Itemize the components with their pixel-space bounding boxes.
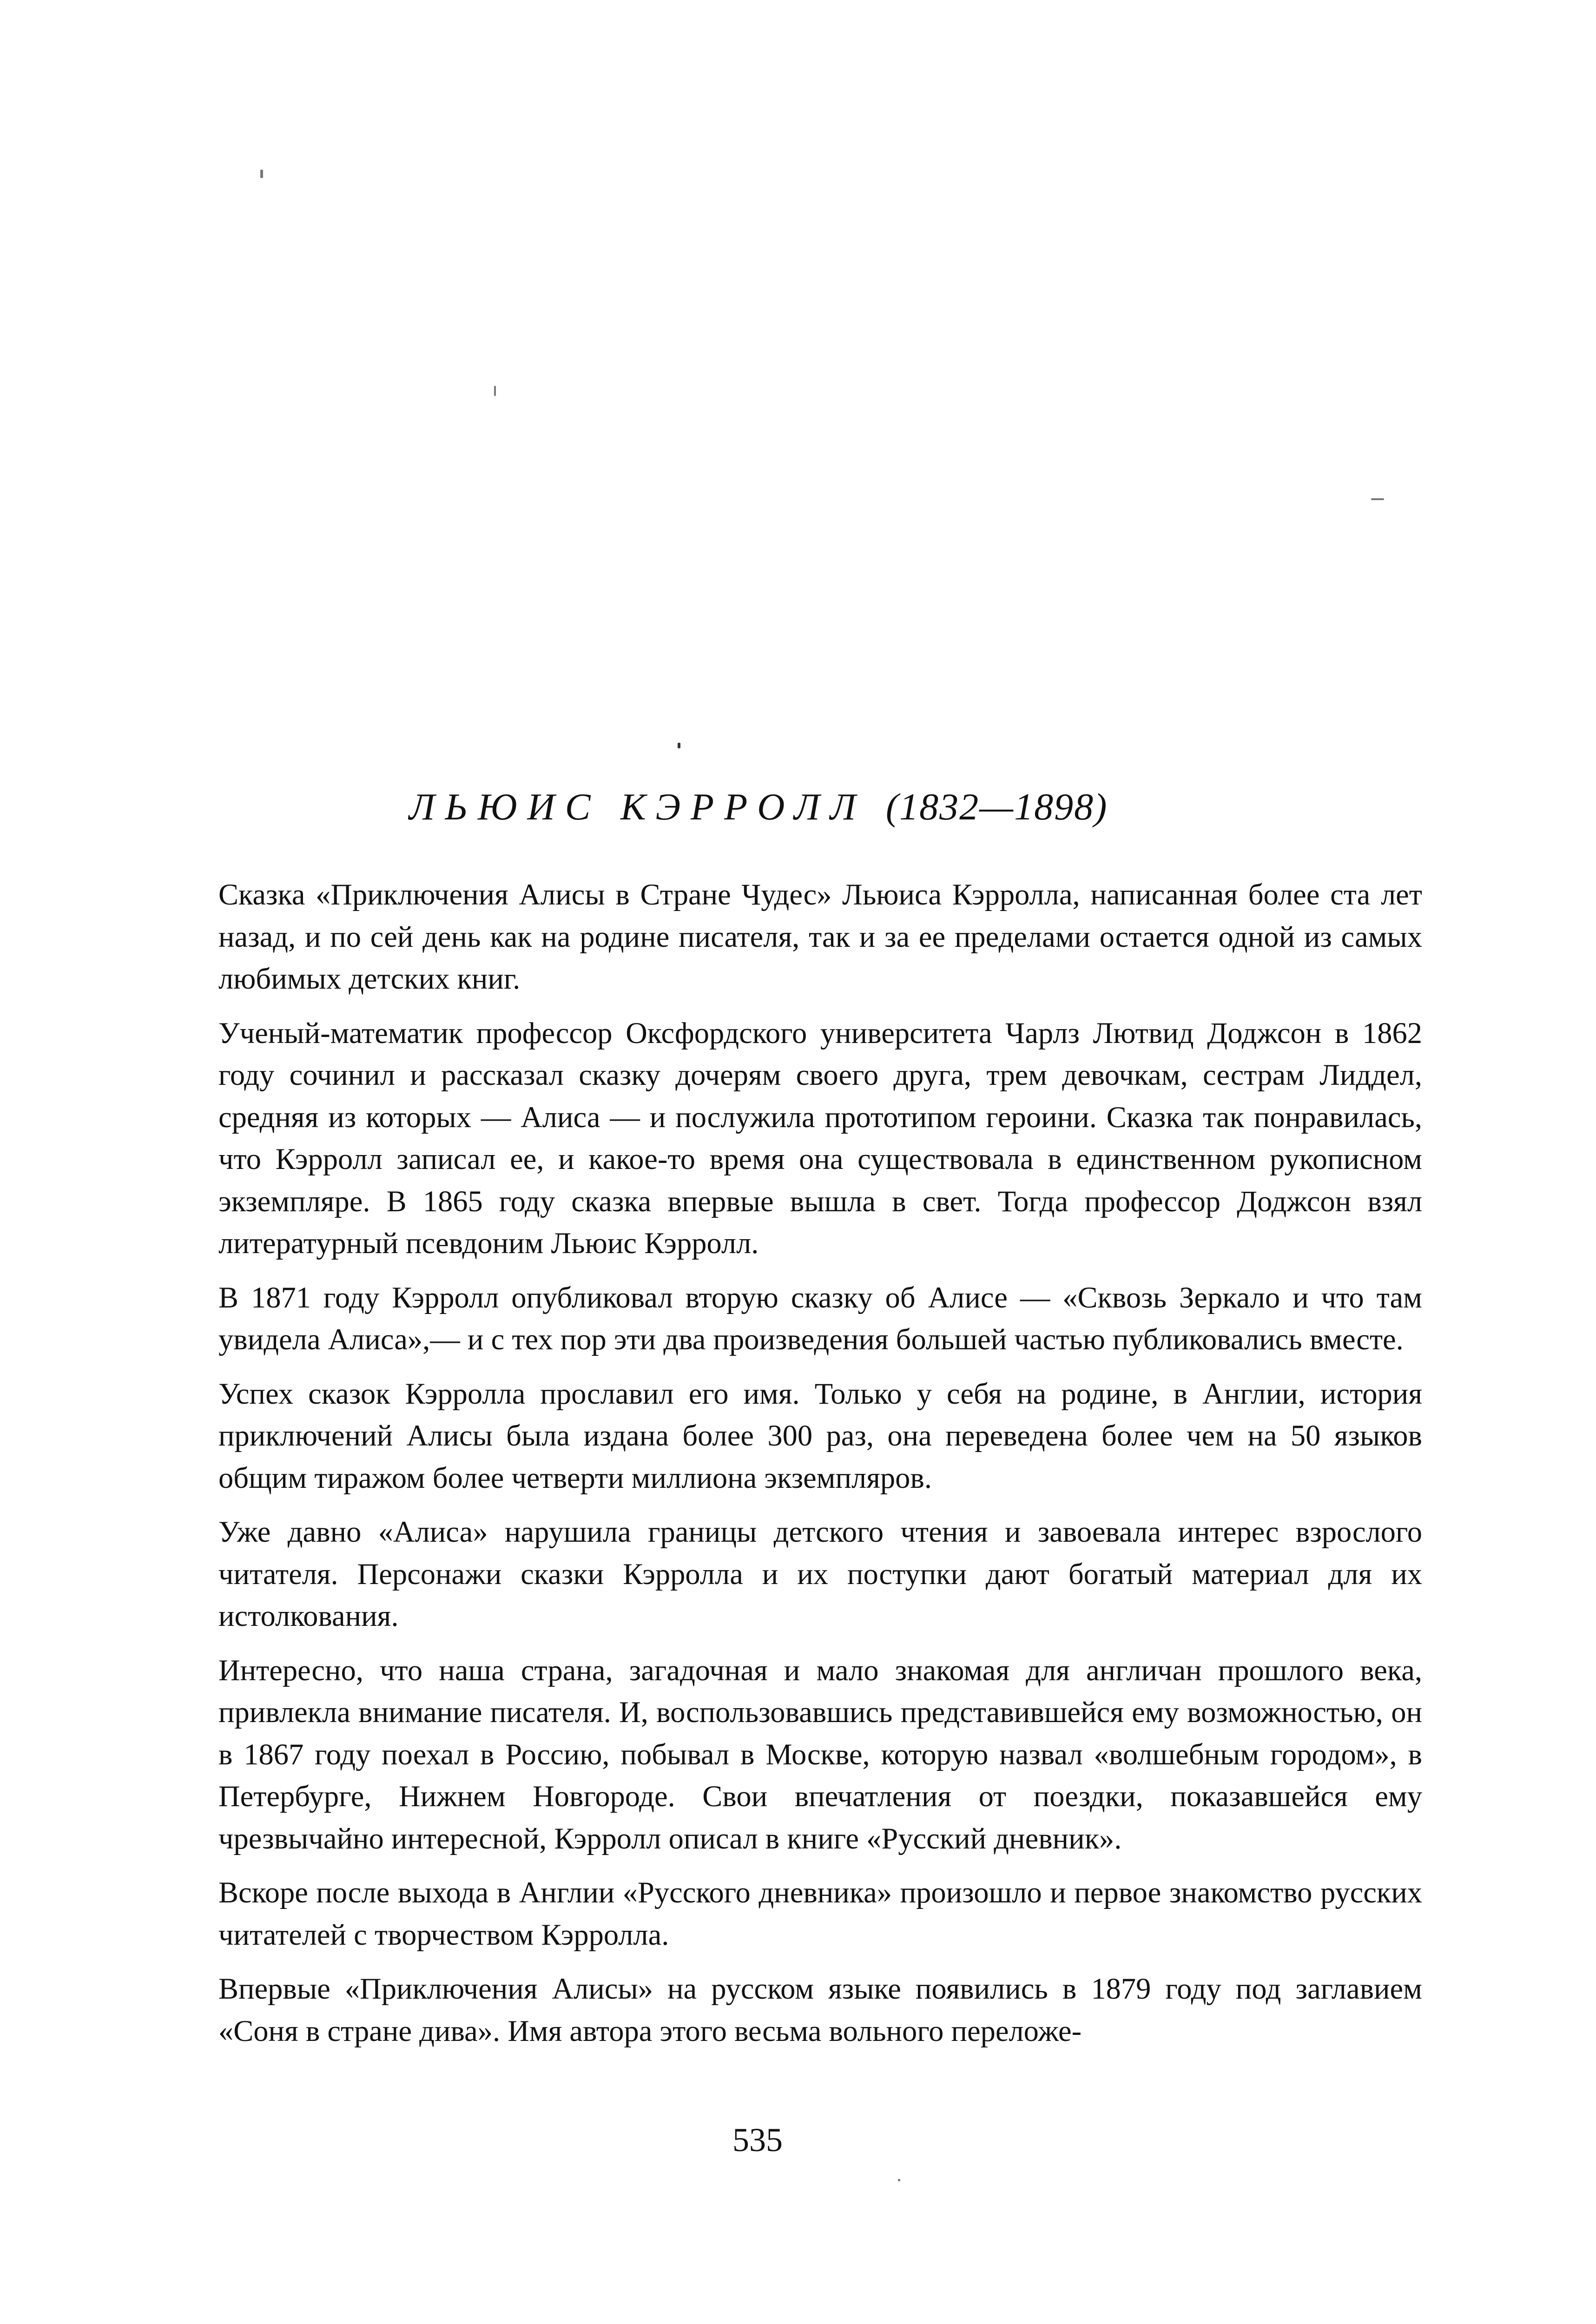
chapter-heading bbox=[409, 788, 1153, 826]
paragraph-4: Успех сказок Кэрролла прославил его имя. Только у себя на родине, в Англии, история приключений Алисы была издана более 300 раз, она переведена более чем на 50 языков общим тиражом более четверти миллиона экземпляров. bbox=[218, 1377, 1422, 1494]
paragraph-5: Уже давно «Алиса» нарушила границы детского чтения и завоевала интерес взрослого читателя. Персонажи сказки Кэрролла и их поступки дают богатый материал для их истолкования. bbox=[218, 1515, 1422, 1632]
scan-speck bbox=[260, 170, 263, 178]
page-number: 535 bbox=[732, 2121, 783, 2159]
paragraph-3: В 1871 году Кэрролл опубликовал вторую сказку об Алисе — «Сквозь Зеркало и что там увидела Алиса»,— и с тех пор эти два произведения большей частью публиковались вместе. bbox=[218, 1281, 1422, 1356]
paragraph-7: Вскоре после выхода в Англии «Русского дневника» произошло и первое знакомство русских читателей с творчеством Кэрролла. bbox=[218, 1876, 1422, 1951]
heading-years: (1832—1898) bbox=[885, 786, 1108, 828]
heading-author: ЛЬЮИС КЭРРОЛЛ bbox=[409, 786, 866, 828]
scan-speck bbox=[898, 2179, 900, 2181]
paragraph-6: Интересно, что наша страна, загадочная и мало знакомая для англичан прошлого века, привлекла внимание писателя. И, воспользовавшись представившейся ему возможностью, он в 1867 году поехал в Россию, побывал в Москве, которую назвал «волшебным городом», в Петербурге, Нижнем Новгороде. Свои впечатления от поездки, показавшейся ему чрезвычайно интересной, Кэрролл описал в книге «Русский дневник». bbox=[218, 1653, 1422, 1855]
body-text bbox=[218, 874, 1422, 2064]
scan-speck bbox=[1371, 498, 1384, 500]
paragraph-8: Впервые «Приключения Алисы» на русском языке появились в 1879 году под заглавием «Соня в стране дива». Имя автора этого весьма вольного переложе- bbox=[218, 1972, 1422, 2047]
paragraph-1: Сказка «Приключения Алисы в Стране Чудес» Льюиса Кэрролла, написанная более ста лет назад, и по сей день как на родине писателя, так и за ее пределами остается одной из самых любимых детских книг. bbox=[218, 878, 1422, 995]
scan-speck bbox=[678, 743, 680, 748]
scan-speck bbox=[494, 386, 496, 396]
paragraph-2: Ученый-математик профессор Оксфордского университета Чарлз Лютвид Доджсон в 1862 году сочинил и рассказал сказку дочерям своего друга, трем девочкам, сестрам Лиддел, средняя из которых — Алиса — и послужила прототипом героини. Сказка так понравилась, что Кэрролл записал ее, и какое-то время она существовала в единственном рукописном экземпляре. В 1865 году сказка впервые вышла в свет. Тогда профессор Доджсон взял литературный псевдоним Льюис Кэрролл. bbox=[218, 1016, 1422, 1260]
